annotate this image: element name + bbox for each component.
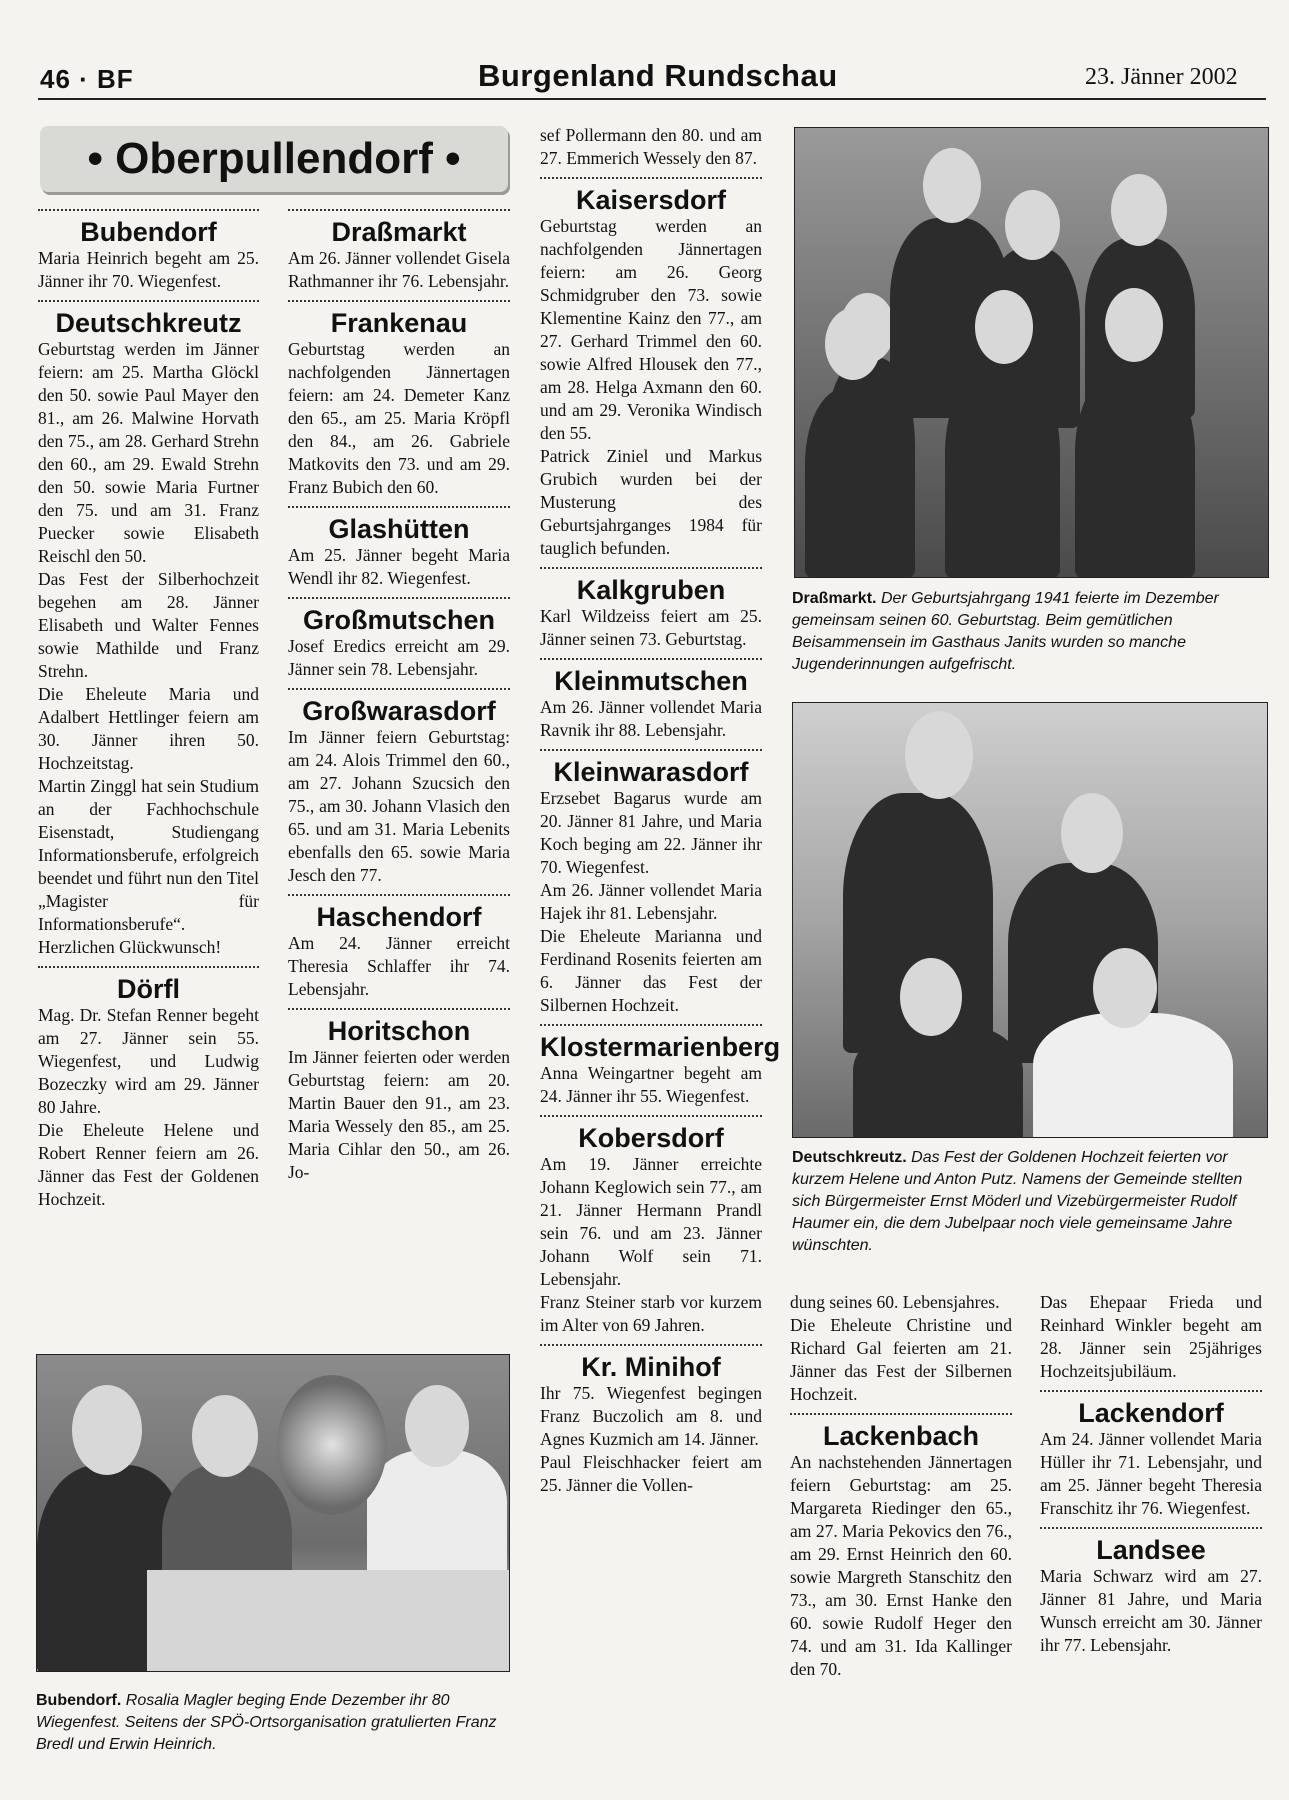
section-heading: Kalkgruben bbox=[576, 575, 726, 605]
dotted-divider bbox=[1040, 1527, 1262, 1529]
section-heading: Landsee bbox=[1096, 1535, 1206, 1565]
article-paragraph: Am 24. Jänner vollendet Maria Hüller ihr 71. Lebensjahr, und am 25. Jänner begeht Theresia Franschitz ihr 76. Wiegenfest. bbox=[1040, 1429, 1262, 1518]
deutschkreutz-caption bbox=[792, 1147, 1267, 1257]
section-heading: Kaisersdorf bbox=[575, 185, 727, 215]
article-section bbox=[540, 1115, 762, 1337]
article-paragraph: Geburtstag werden an nachfolgenden Jännertagen feiern: am 26. Georg Schmidgruber den 73. sowie Klementine Kainz den 77., am 27. Gerhard Trimmel den 60. sowie Alfred Hlousek den 77., am 28. Helga Axmann den 60. und am 29. Veronika Windisch den 55. bbox=[540, 216, 762, 443]
article-paragraph: Geburtstag werden an nachfolgenden Jännertagen feiern: am 24. Demeter Kanz den 65., am 25. Maria Kröpfl den 84., am 26. Gabriele Matkovits den 73. und am 29. Franz Bubich den 60. bbox=[288, 339, 510, 497]
article-paragraph: Erzsebet Bagarus wurde am 20. Jänner 81 Jahre, und Maria Koch beging am 22. Jänner ihr 70. Wiegenfest. bbox=[540, 788, 762, 877]
article-paragraph: Am 19. Jänner erreichte Johann Keglowich sein 77., am 21. Jänner Hermann Prandl sein 76. und am 23. Jänner Johann Wolf sein 71. Lebensjahr. bbox=[540, 1154, 762, 1289]
dotted-divider bbox=[288, 209, 510, 211]
article-paragraph: Am 24. Jänner erreicht Theresia Schlaffer ihr 74. Lebensjahr. bbox=[288, 933, 510, 999]
column-5 bbox=[1040, 1291, 1262, 1657]
caption-text: Das Fest der Goldenen Hochzeit feierten vor kurzem Helene und Anton Putz. Namens der Gemeinde stellten sich Bürgermeister Ernst Möderl und Vizebürgermeister Rudolf Haumer ein, die dem Jubelpaar noch viele gemeinsame Jahre wünschten. bbox=[792, 1149, 1243, 1254]
section-heading: Lackenbach bbox=[822, 1421, 980, 1451]
dotted-divider bbox=[38, 209, 259, 211]
article-section bbox=[38, 966, 259, 1211]
article-paragraph: Franz Steiner starb vor kurzem im Alter von 69 Jahren. bbox=[540, 1292, 762, 1335]
issue-date: 23. Jänner 2002 bbox=[1085, 64, 1238, 90]
section-heading: Dörfl bbox=[117, 974, 180, 1004]
section-heading: Glashütten bbox=[328, 514, 470, 544]
article-section bbox=[288, 597, 510, 681]
dotted-divider bbox=[540, 749, 762, 751]
article-paragraph: Maria Schwarz wird am 27. Jänner 81 Jahre, und Maria Wunsch erreicht am 30. Jänner ihr 77. Lebensjahr. bbox=[1040, 1566, 1262, 1655]
section-heading: Horitschon bbox=[327, 1016, 471, 1046]
dotted-divider bbox=[540, 658, 762, 660]
article-section bbox=[1040, 1527, 1262, 1657]
article-section bbox=[790, 1413, 1012, 1681]
article-paragraph: Am 26. Jänner vollendet Gisela Rathmanner ihr 76. Lebensjahr. bbox=[288, 248, 510, 291]
section-heading: Frankenau bbox=[330, 308, 468, 338]
section-heading: Deutschkreutz bbox=[55, 308, 242, 338]
dotted-divider bbox=[540, 567, 762, 569]
section-heading: Kleinwarasdorf bbox=[553, 757, 749, 787]
article-section bbox=[790, 1291, 1012, 1406]
article-section bbox=[288, 506, 510, 590]
section-heading: Kleinmutschen bbox=[554, 666, 748, 696]
article-section bbox=[288, 1008, 510, 1184]
column-2 bbox=[288, 202, 510, 1184]
dotted-divider bbox=[38, 300, 259, 302]
article-section bbox=[540, 124, 762, 170]
dotted-divider bbox=[288, 1008, 510, 1010]
dotted-divider bbox=[288, 300, 510, 302]
dotted-divider bbox=[540, 1024, 762, 1026]
page-number: 46 · BF bbox=[40, 64, 134, 94]
article-paragraph: Die Eheleute Christine und Richard Gal feierten am 21. Jänner das Fest der Silbernen Hochzeit. bbox=[790, 1315, 1012, 1404]
article-paragraph: dung seines 60. Lebensjahres. bbox=[790, 1292, 1000, 1312]
drassmarkt-group-photo bbox=[794, 127, 1269, 578]
article-section bbox=[540, 1344, 762, 1497]
article-paragraph: Am 26. Jänner vollendet Maria Hajek ihr 81. Lebensjahr. bbox=[540, 880, 762, 923]
article-section bbox=[38, 300, 259, 959]
section-heading: Lackendorf bbox=[1078, 1398, 1224, 1428]
article-paragraph: Am 26. Jänner vollendet Maria Ravnik ihr 88. Lebensjahr. bbox=[540, 697, 762, 740]
section-heading: Kr. Minihof bbox=[581, 1352, 721, 1382]
article-section bbox=[540, 567, 762, 651]
article-paragraph: Paul Fleischhacker feiert am 25. Jänner die Vollen- bbox=[540, 1452, 762, 1495]
article-section bbox=[288, 209, 510, 293]
column-1 bbox=[38, 202, 259, 1211]
newspaper-title: Burgenland Rundschau bbox=[478, 58, 838, 93]
section-heading: Haschendorf bbox=[316, 902, 482, 932]
region-banner: • Oberpullendorf • bbox=[40, 126, 508, 192]
article-paragraph: Geburtstag werden im Jänner feiern: am 25. Martha Glöckl den 50. sowie Paul Mayer den 81., am 26. Malwine Horvath den 75., am 28. Gerhard Strehn den 60., am 29. Ewald Strehn den 50. sowie Maria Furtner den 75. und am 31. Franz Puecker sowie Elisabeth Reischl den 50. bbox=[38, 339, 259, 566]
article-paragraph: Karl Wildzeiss feiert am 25. Jänner seinen 73. Geburtstag. bbox=[540, 606, 762, 649]
drassmarkt-caption bbox=[792, 588, 1267, 676]
caption-text: Der Geburtsjahrgang 1941 feierte im Dezember gemeinsam seinen 60. Geburtstag. Beim gemütlichen Beisammensein im Gasthaus Janits wurden so manche Jugenderinnungen aufgefrischt. bbox=[792, 590, 1219, 673]
article-paragraph: Anna Weingartner begeht am 24. Jänner ihr 55. Wiegenfest. bbox=[540, 1063, 762, 1106]
dotted-divider bbox=[1040, 1390, 1262, 1392]
section-heading: Draßmarkt bbox=[331, 217, 467, 247]
column-3 bbox=[540, 124, 781, 1497]
dotted-divider bbox=[288, 894, 510, 896]
section-heading: Bubendorf bbox=[80, 217, 217, 247]
article-paragraph: Patrick Ziniel und Markus Grubich wurden bei der Musterung des Geburtsjahrganges 1984 für tauglich befunden. bbox=[540, 446, 762, 558]
article-paragraph: Die Eheleute Maria und Adalbert Hettlinger feiern am 30. Jänner ihren 50. Hochzeitstag. bbox=[38, 684, 259, 773]
dotted-divider bbox=[540, 1115, 762, 1117]
caption-text: Rosalia Magler beging Ende Dezember ihr 80 Wiegenfest. Seitens der SPÖ-Ortsorganisation gratulierten Franz Bredl und Erwin Heinrich. bbox=[36, 1692, 497, 1753]
article-paragraph: Das Fest der Silberhochzeit begehen am 28. Jänner Elisabeth und Walter Fennes sowie Mathilde und Franz Strehn. bbox=[38, 569, 259, 681]
article-paragraph: Ihr 75. Wiegenfest begingen Franz Buczolich am 8. und Agnes Kuzmich am 14. Jänner. bbox=[540, 1383, 762, 1449]
section-heading: Kobersdorf bbox=[578, 1123, 724, 1153]
dotted-divider bbox=[540, 1344, 762, 1346]
article-section bbox=[38, 209, 259, 293]
article-section bbox=[1040, 1390, 1262, 1520]
article-paragraph: Das Ehepaar Frieda und Reinhard Winkler begeht am 28. Jänner sein 25jähriges Hochzeitsjubiläum. bbox=[1040, 1292, 1262, 1381]
bubendorf-photo bbox=[36, 1354, 510, 1672]
article-paragraph: Die Eheleute Marianna und Ferdinand Rosenits feierten am 6. Jänner das Fest der Silbernen Hochzeit. bbox=[540, 926, 762, 1015]
caption-place: Bubendorf. bbox=[36, 1692, 122, 1709]
table-surface bbox=[147, 1570, 509, 1671]
article-paragraph: Im Jänner feierten oder werden Geburtstag feiern: am 20. Martin Bauer den 91., am 23. Maria Wessely den 85., am 25. Maria Cihlar den 50., am 26. Jo- bbox=[288, 1047, 510, 1182]
dotted-divider bbox=[288, 506, 510, 508]
dotted-divider bbox=[38, 966, 259, 968]
dotted-divider bbox=[790, 1413, 1012, 1415]
article-section bbox=[540, 177, 762, 560]
section-heading: Großwarasdorf bbox=[302, 696, 496, 726]
article-section bbox=[540, 658, 762, 742]
caption-place: Deutschkreutz. bbox=[792, 1149, 907, 1166]
deutschkreutz-photo bbox=[792, 702, 1268, 1138]
flower-plant bbox=[277, 1375, 387, 1515]
dotted-divider bbox=[288, 688, 510, 690]
section-heading: Klostermarienberg bbox=[540, 1032, 781, 1062]
article-section bbox=[540, 1024, 781, 1108]
article-paragraph: Josef Eredics erreicht am 29. Jänner sein 78. Lebensjahr. bbox=[288, 636, 510, 679]
article-paragraph: sef Pollermann den 80. und am 27. Emmerich Wessely den 87. bbox=[540, 125, 762, 168]
caption-place: Draßmarkt. bbox=[792, 590, 877, 607]
article-paragraph: Martin Zinggl hat sein Studium an der Fachhochschule Eisenstadt, Studiengang Informationsberufe, erfolgreich beendet und führt nun den Titel „Magister für Informationsberufe“. Herzlichen Glückwunsch! bbox=[38, 776, 259, 957]
article-paragraph: An nachstehenden Jännertagen feiern Geburtstag: am 25. Margareta Riedinger den 65., am 27. Maria Pekovics den 76., am 29. Ernst Heinrich den 60. sowie Margreth Stanschitz den 73., am 30. Ernst Hanke den 60. sowie Rudolf Heger den 74. und am 31. Ida Kallinger den 70. bbox=[790, 1452, 1012, 1679]
article-section bbox=[288, 300, 510, 499]
header-rule bbox=[38, 98, 1266, 100]
article-paragraph: Im Jänner feiern Geburtstag: am 24. Alois Trimmel den 60., am 27. Johann Szucsich den 75., am 30. Johann Vlasich den 65. und am 31. Maria Lebenits ebenfalls den 65. sowie Maria Jesch den 77. bbox=[288, 727, 510, 885]
dotted-divider bbox=[540, 177, 762, 179]
article-section bbox=[1040, 1291, 1262, 1383]
article-paragraph: Maria Heinrich begeht am 25. Jänner ihr 70. Wiegenfest. bbox=[38, 248, 259, 291]
article-paragraph: Am 25. Jänner begeht Maria Wendl ihr 82. Wiegenfest. bbox=[288, 545, 510, 588]
bubendorf-caption bbox=[36, 1690, 508, 1756]
article-paragraph: Die Eheleute Helene und Robert Renner feiern am 26. Jänner das Fest der Goldenen Hochzeit. bbox=[38, 1120, 259, 1209]
dotted-divider bbox=[288, 597, 510, 599]
article-section bbox=[288, 894, 510, 1001]
article-section bbox=[540, 749, 762, 1017]
article-section bbox=[288, 688, 510, 887]
article-paragraph: Mag. Dr. Stefan Renner begeht am 27. Jänner sein 55. Wiegenfest, und Ludwig Bozeczky wird am 29. Jänner 80 Jahre. bbox=[38, 1005, 259, 1117]
section-heading: Großmutschen bbox=[302, 605, 496, 635]
column-4 bbox=[790, 1291, 1012, 1681]
